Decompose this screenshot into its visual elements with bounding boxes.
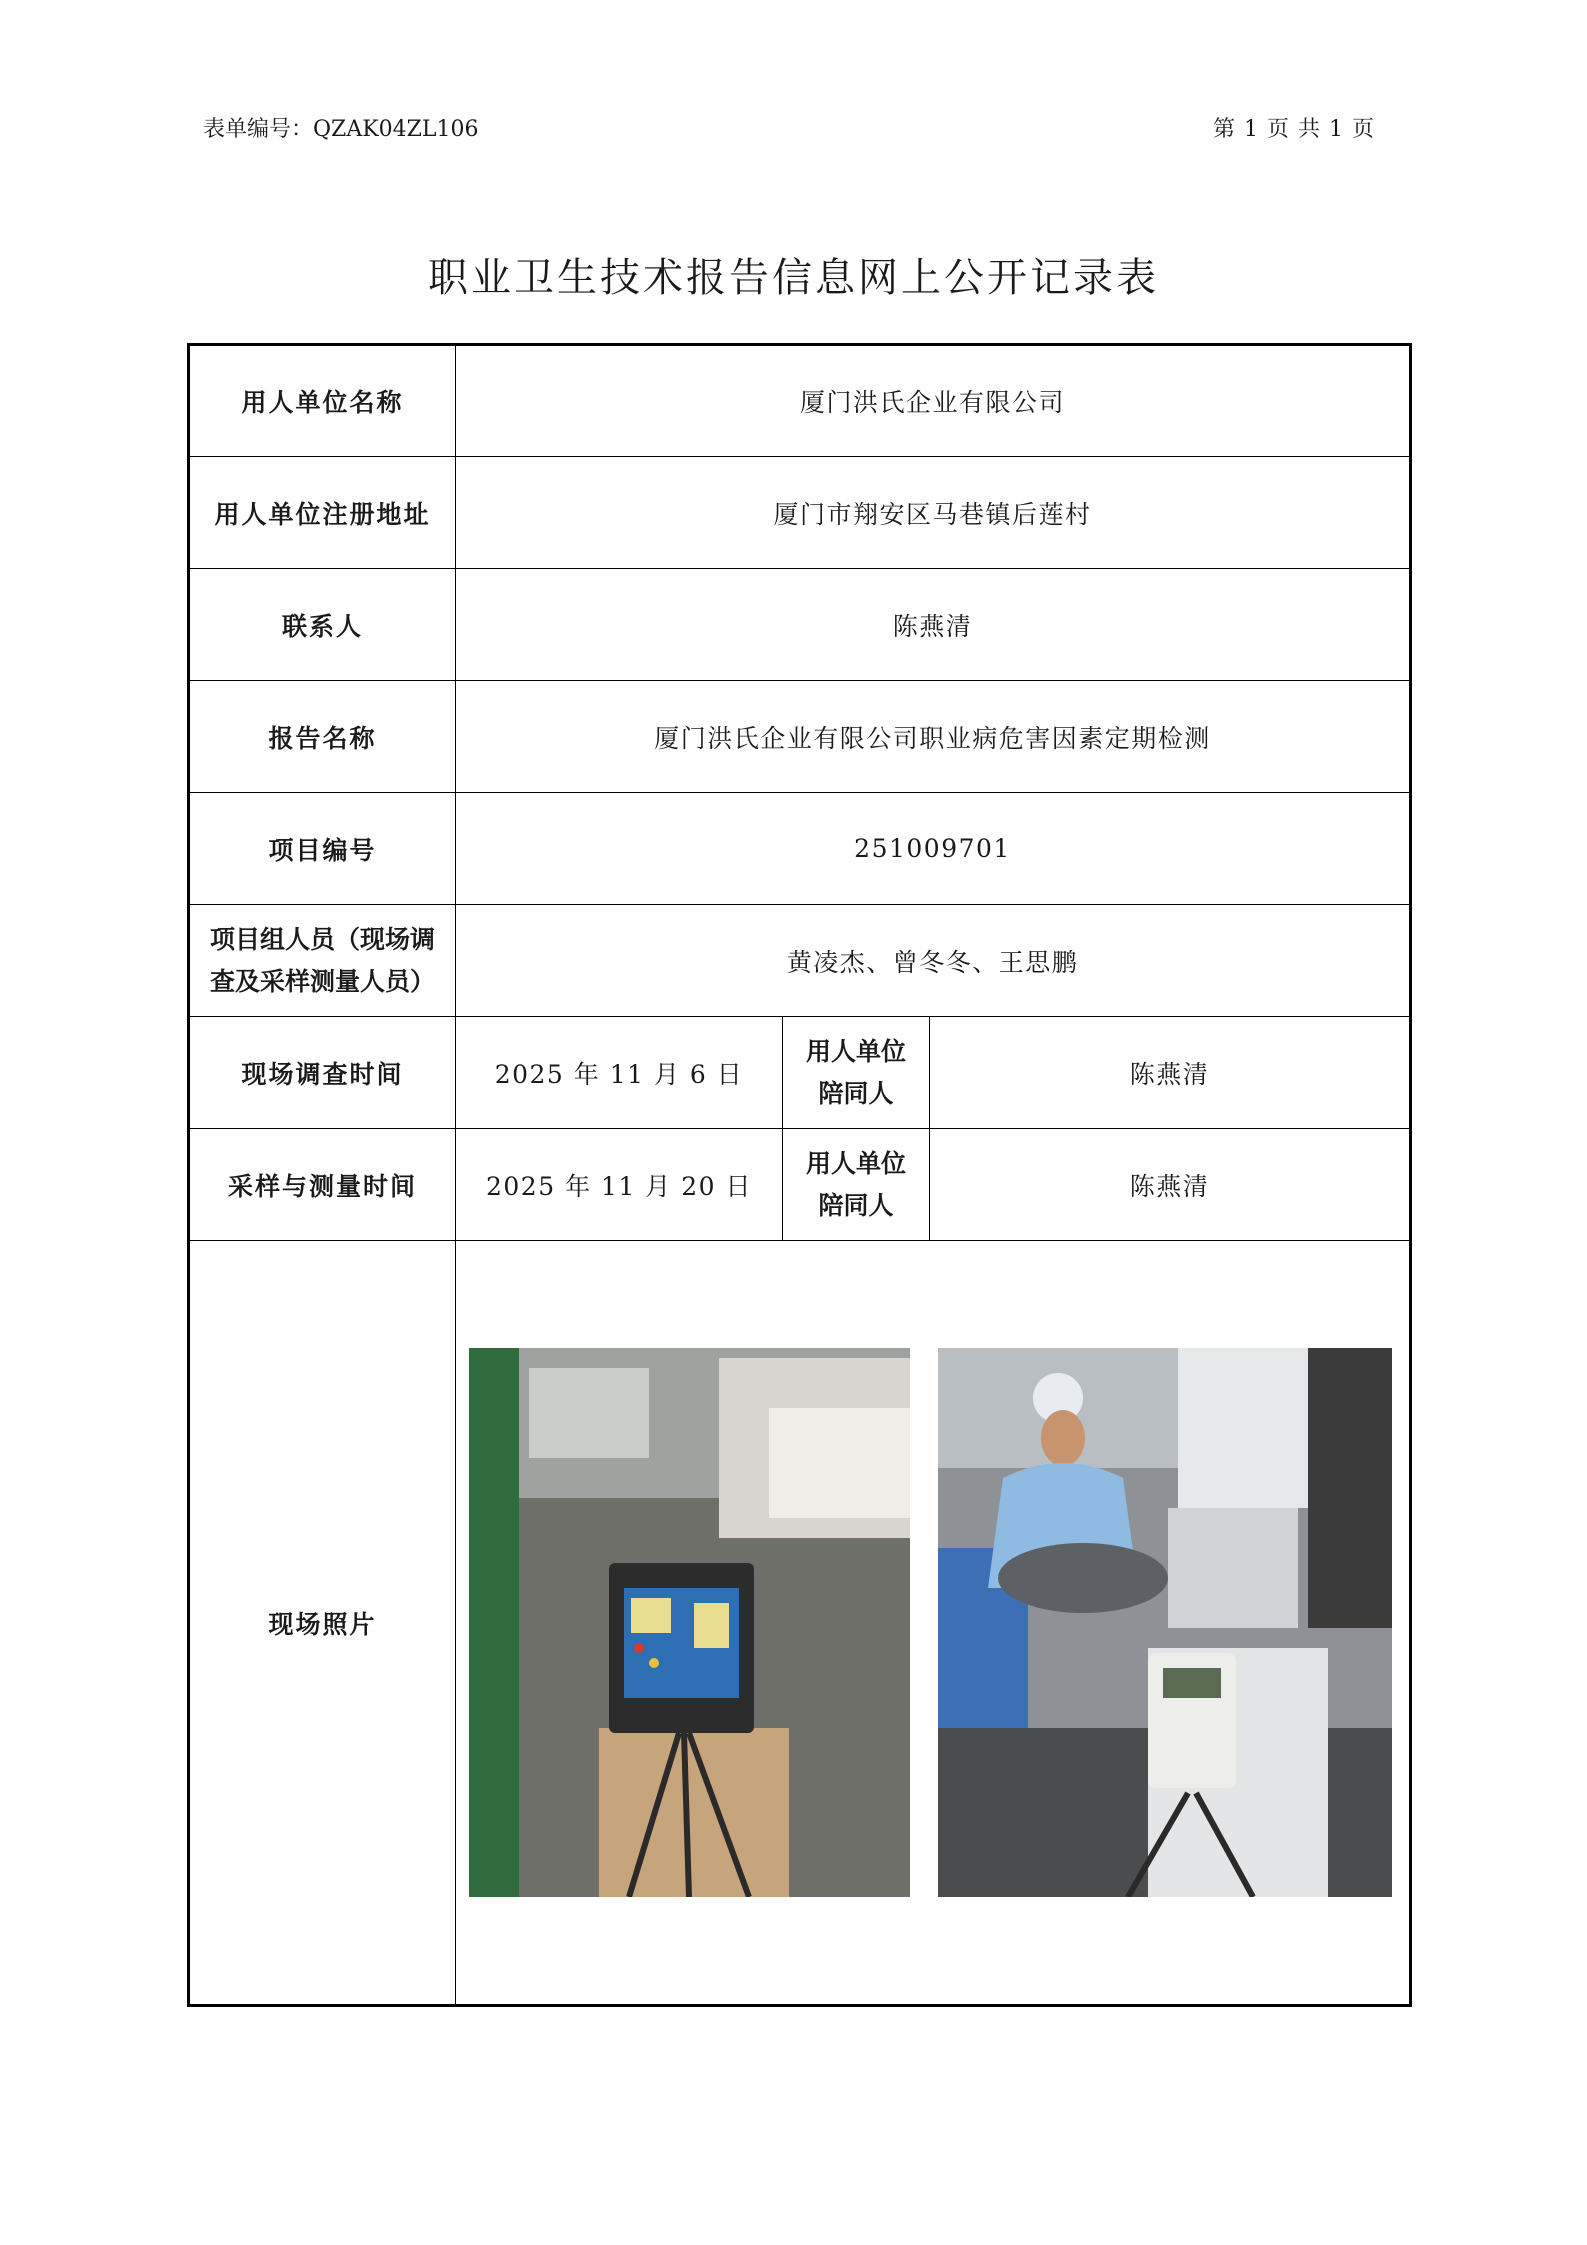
sampling-time-label: 采样与测量时间 — [189, 1129, 456, 1241]
project-members-label — [189, 905, 456, 1017]
row-sampling-time — [189, 1129, 1411, 1241]
employer-name-label: 用人单位名称 — [189, 345, 456, 457]
row-contact — [189, 569, 1411, 681]
project-members-label-line1: 项目组人员（现场调 — [209, 924, 435, 954]
contact-value: 陈燕清 — [456, 569, 1411, 681]
row-project-number — [189, 793, 1411, 905]
photos-label: 现场照片 — [189, 1241, 456, 2006]
sampling-companion-label-line2: 陪同人 — [818, 1190, 894, 1220]
project-number-label: 项目编号 — [189, 793, 456, 905]
survey-time-label: 现场调查时间 — [189, 1017, 456, 1129]
report-name-value: 厦门洪氏企业有限公司职业病危害因素定期检测 — [456, 681, 1411, 793]
sampling-companion-label — [783, 1129, 930, 1241]
employer-name-value: 厦门洪氏企业有限公司 — [456, 345, 1411, 457]
project-members-value: 黄凌杰、曾冬冬、王思鹏 — [456, 905, 1411, 1017]
report-name-label: 报告名称 — [189, 681, 456, 793]
survey-companion-value: 陈燕清 — [930, 1017, 1411, 1129]
site-photo-sampler — [469, 1348, 910, 1897]
row-employer-address — [189, 457, 1411, 569]
project-members-label-line2: 查及采样测量人员） — [209, 966, 435, 996]
sampling-time-value: 2025 年 11 月 20 日 — [456, 1129, 783, 1241]
project-number-value: 251009701 — [456, 793, 1411, 905]
row-project-members — [189, 905, 1411, 1017]
form-number: 表单编号：QZAK04ZL106 — [203, 117, 479, 142]
employer-address-label: 用人单位注册地址 — [189, 457, 456, 569]
sampling-companion-value: 陈燕清 — [930, 1129, 1411, 1241]
sampling-companion-label-line1: 用人单位 — [805, 1148, 906, 1178]
survey-time-value: 2025 年 11 月 6 日 — [456, 1017, 783, 1129]
page-info: 第 1 页 共 1 页 — [1213, 117, 1375, 142]
contact-label: 联系人 — [189, 569, 456, 681]
site-photo-worker — [938, 1348, 1392, 1897]
survey-companion-label-line2: 陪同人 — [818, 1078, 894, 1108]
survey-companion-label-line1: 用人单位 — [805, 1036, 906, 1066]
survey-companion-label — [783, 1017, 930, 1129]
row-survey-time — [189, 1017, 1411, 1129]
row-report-name — [189, 681, 1411, 793]
employer-address-value: 厦门市翔安区马巷镇后莲村 — [456, 457, 1411, 569]
document-title: 职业卫生技术报告信息网上公开记录表 — [428, 255, 1159, 301]
row-employer-name — [189, 345, 1411, 457]
